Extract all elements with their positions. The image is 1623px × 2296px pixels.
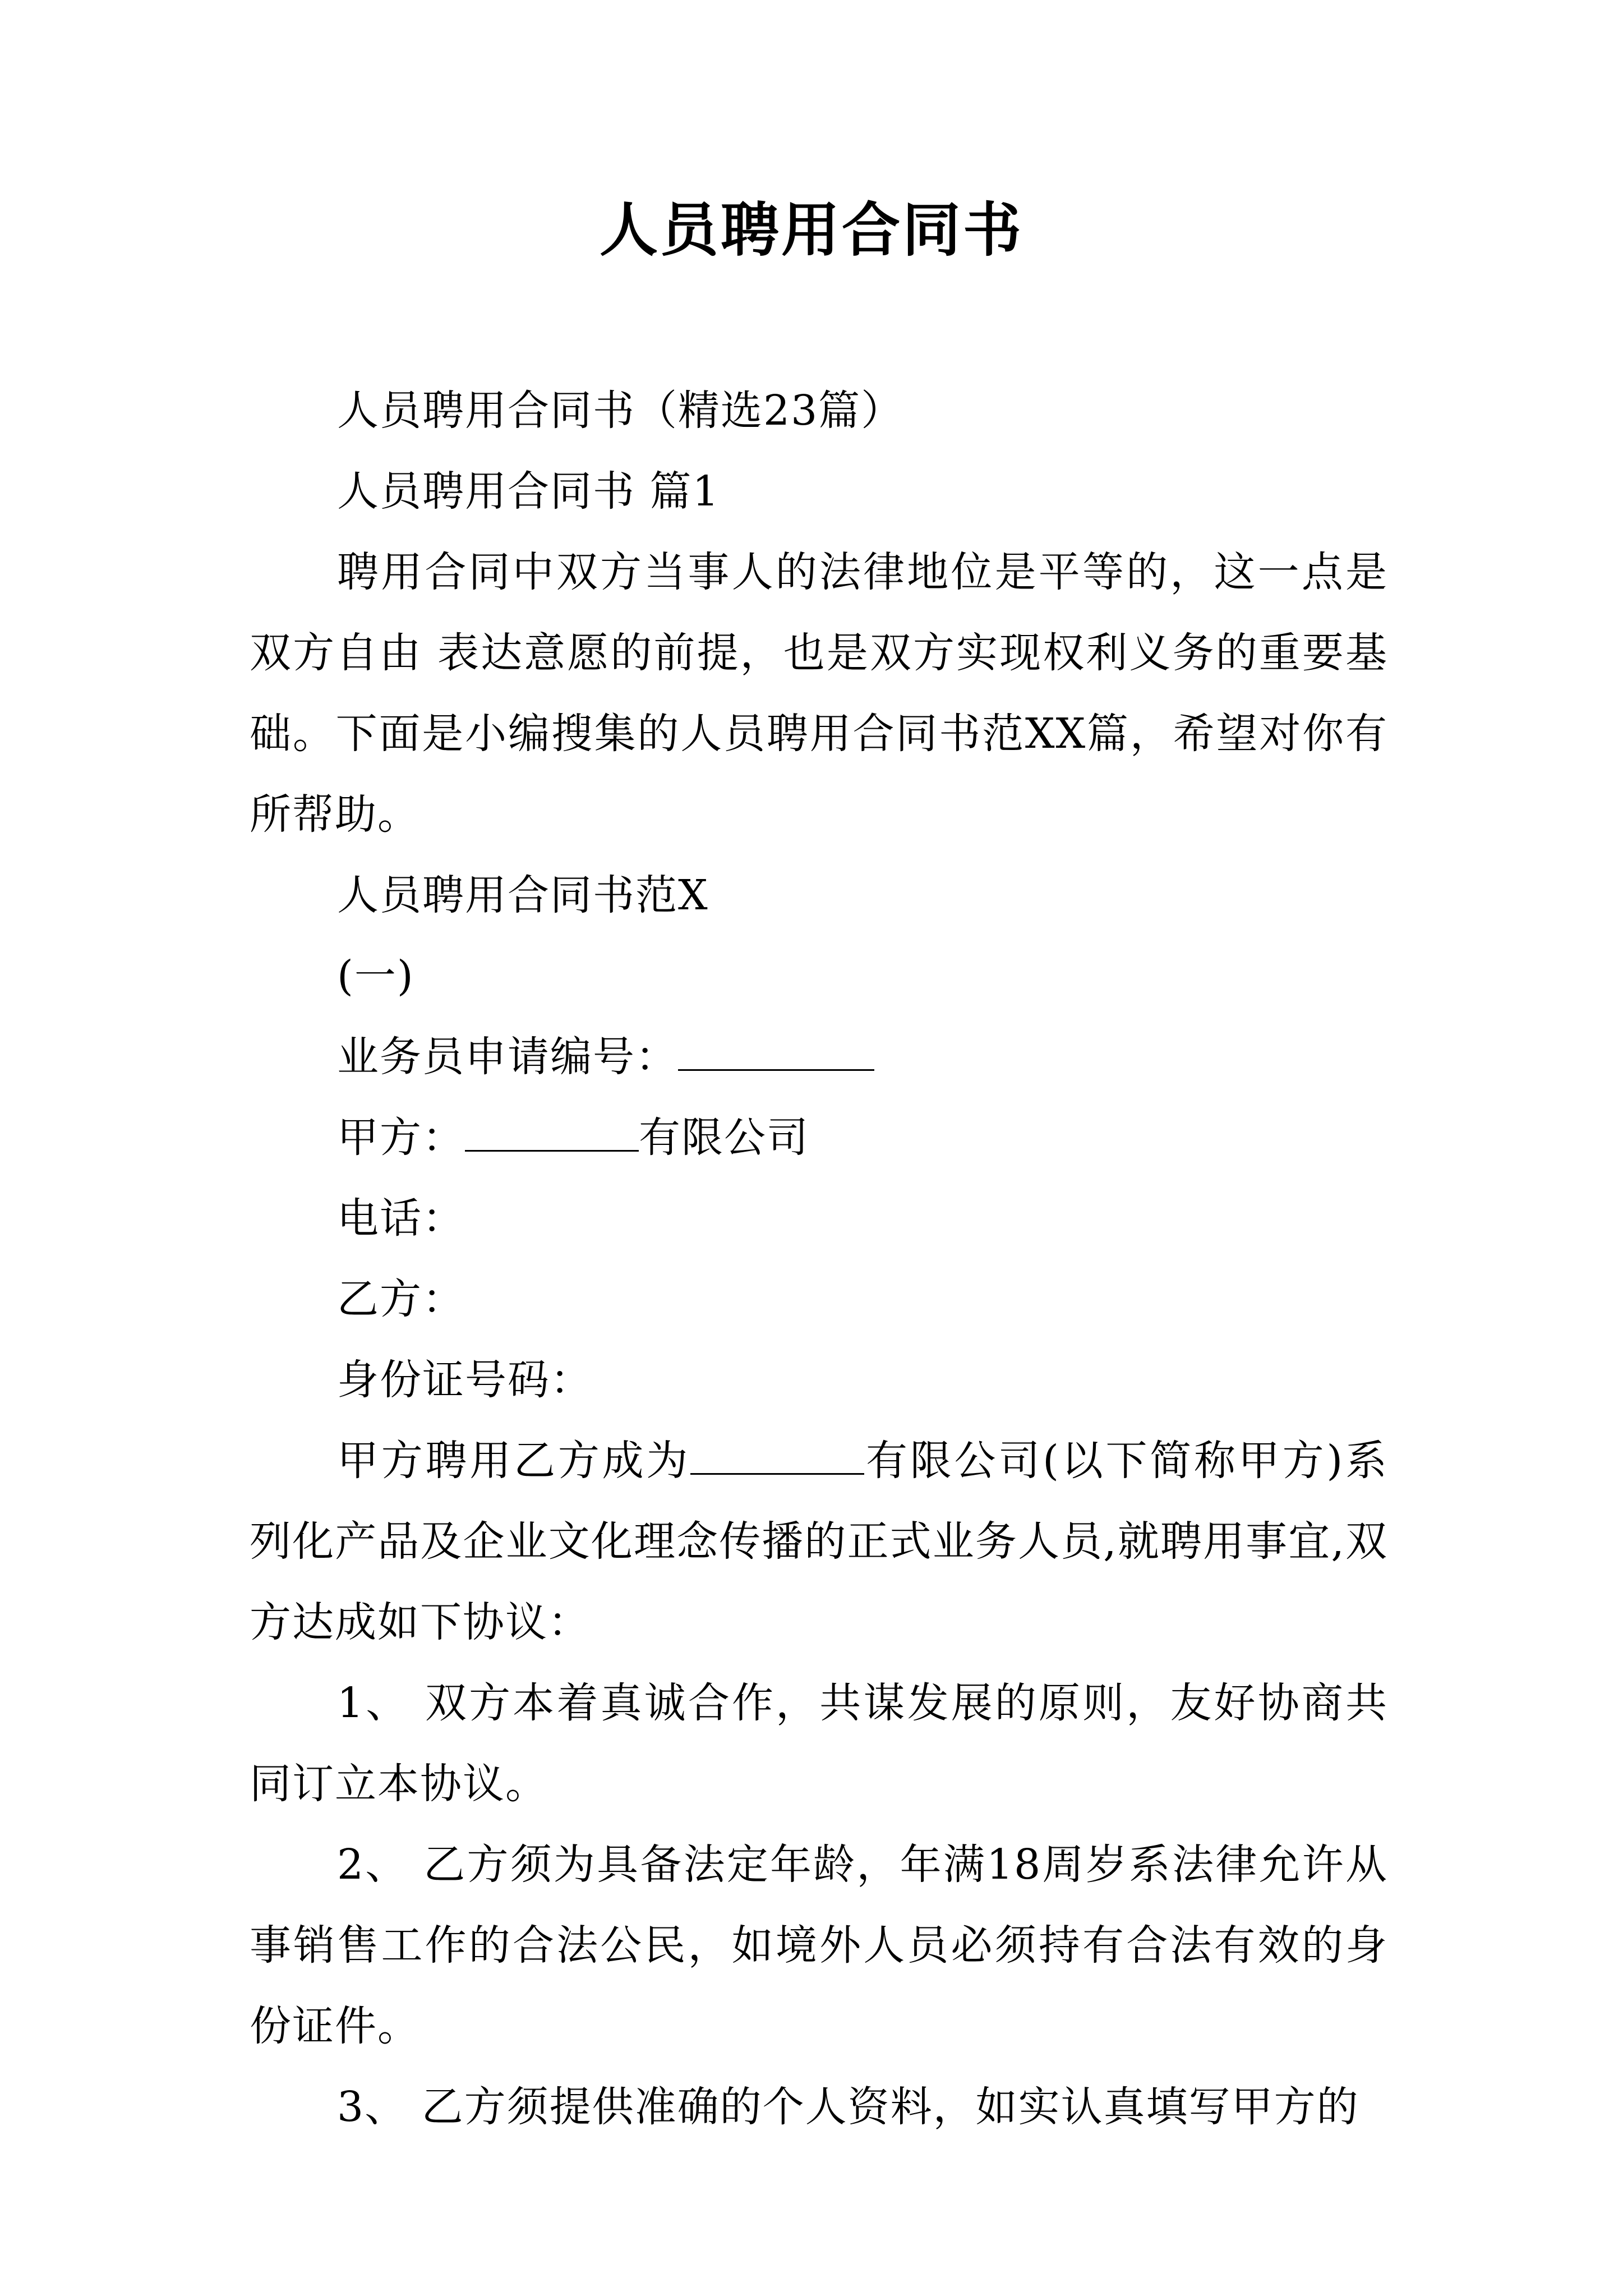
sample-heading: 人员聘用合同书范X <box>337 871 709 919</box>
hire-paragraph <box>250 1420 1388 1663</box>
phone-line: 电话： <box>337 1194 465 1243</box>
party-a-label: 甲方： <box>337 1114 465 1162</box>
intro-paragraph: 聘用合同中双方当事人的法律地位是平等的，这一点是双方自由 表达意愿的前提，也是双方实现权利义务的重要基础。下面是小编搜集的人员聘用合同书范XX篇，希望对你有所帮助。 <box>250 548 1388 839</box>
id-number-line: 身份证号码： <box>337 1356 593 1404</box>
party-a-line <box>250 1097 1388 1178</box>
party-a-suffix: 有限公司 <box>639 1114 809 1162</box>
apply-number-label: 业务员申请编号： <box>337 1033 678 1081</box>
apply-number-blank <box>678 1036 874 1071</box>
clause-2: 2、 乙方须为具备法定年龄，年满18周岁系法律允许从事销售工作的合法公民，如境外人员必须持有合法有效的身份证件。 <box>250 1841 1388 2050</box>
hire-text-start: 甲方聘用乙方成为 <box>337 1437 691 1485</box>
apply-number-line <box>250 1016 1388 1097</box>
document-title: 人员聘用合同书 <box>599 196 1023 264</box>
party-a-blank <box>465 1116 639 1152</box>
clause-1: 1、 双方本着真诚合作，共谋发展的原则，友好协商共同订立本协议。 <box>250 1679 1388 1808</box>
subtitle-line: 人员聘用合同书（精选23篇） <box>337 386 904 435</box>
company-name-blank <box>690 1439 864 1475</box>
document-body <box>250 370 1388 2147</box>
chapter-heading: 人员聘用合同书 篇1 <box>337 467 720 516</box>
party-b-line: 乙方： <box>337 1275 465 1323</box>
hire-text-end: 有限公司(以下简称甲方)系列化产品及企业文化理念传播的正式业务人员,就聘用事宜,双方达成如下协议： <box>250 1437 1389 1646</box>
section-number: (一) <box>337 952 414 1000</box>
clause-3: 3、 乙方须提供准确的个人资料，如实认真填写甲方的 <box>337 2083 1359 2131</box>
